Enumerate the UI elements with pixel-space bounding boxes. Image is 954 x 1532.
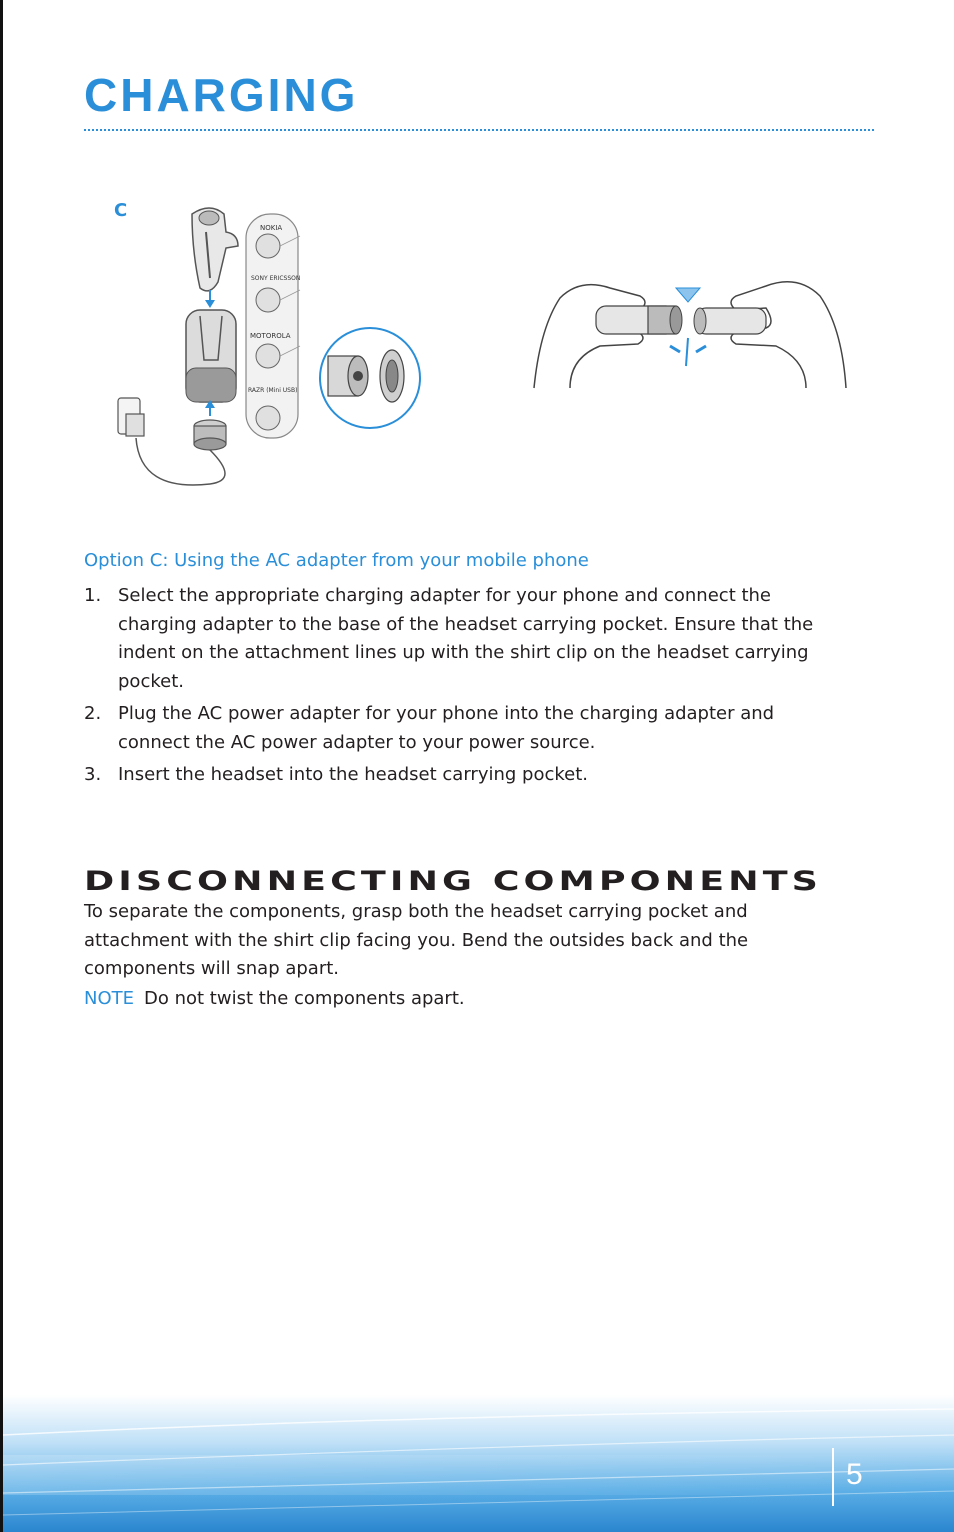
svg-text:SONY ERICSSON: SONY ERICSSON [251, 275, 301, 282]
note-text: Do not twist the components apart. [144, 988, 465, 1009]
svg-text:RAZR (Mini USB): RAZR (Mini USB) [248, 387, 298, 394]
page-left-border [0, 0, 3, 1532]
disconnecting-body: To separate the components, grasp both the headset carrying pocket and attachment with the shirt clip facing you. Bend the outsides back and the components will snap apart. [84, 901, 749, 979]
instruction-step [84, 700, 844, 757]
left-hand-icon [534, 285, 645, 388]
note [84, 988, 465, 1009]
page-number-divider [832, 1448, 834, 1506]
headset-icon [192, 208, 238, 291]
magnified-connector-icon [320, 328, 420, 428]
charging-adapter-icon [194, 420, 226, 450]
option-c-heading: Option C: Using the AC adapter from your mobile phone [84, 550, 589, 571]
figure-label: C [114, 200, 128, 221]
right-hand-icon [731, 282, 846, 388]
step-number: 1. [84, 585, 102, 606]
page-title: CHARGING [84, 69, 359, 121]
charging-setup-illustration [100, 192, 430, 497]
step-number: 2. [84, 703, 102, 724]
title-divider [84, 129, 874, 131]
carrying-pocket-icon [186, 310, 236, 402]
disconnecting-heading: DISCONNECTING COMPONENTS [84, 866, 822, 897]
svg-text:MOTOROLA: MOTOROLA [250, 332, 291, 340]
footer-wave-band [3, 1395, 954, 1532]
adapter-options-panel [246, 214, 300, 438]
instruction-list [84, 582, 844, 794]
note-label: NOTE [84, 988, 135, 1009]
svg-text:NOKIA: NOKIA [260, 224, 283, 232]
page-number: 5 [846, 1458, 863, 1491]
step-text: Select the appropriate charging adapter for your phone and connect the charging adapter to the base of the headset carrying pocket. Ensure that the indent on the attachment lines up with the shirt clip on the headset carrying pocket. [118, 585, 814, 692]
instruction-step [84, 761, 844, 790]
step-text: Insert the headset into the headset carrying pocket. [118, 764, 589, 785]
components-icon [596, 306, 766, 334]
step-text: Plug the AC power adapter for your phone into the charging adapter and connect the AC power adapter to your power source. [118, 703, 775, 753]
step-number: 3. [84, 764, 102, 785]
disconnect-hands-illustration [530, 268, 850, 393]
instruction-step [84, 582, 844, 696]
